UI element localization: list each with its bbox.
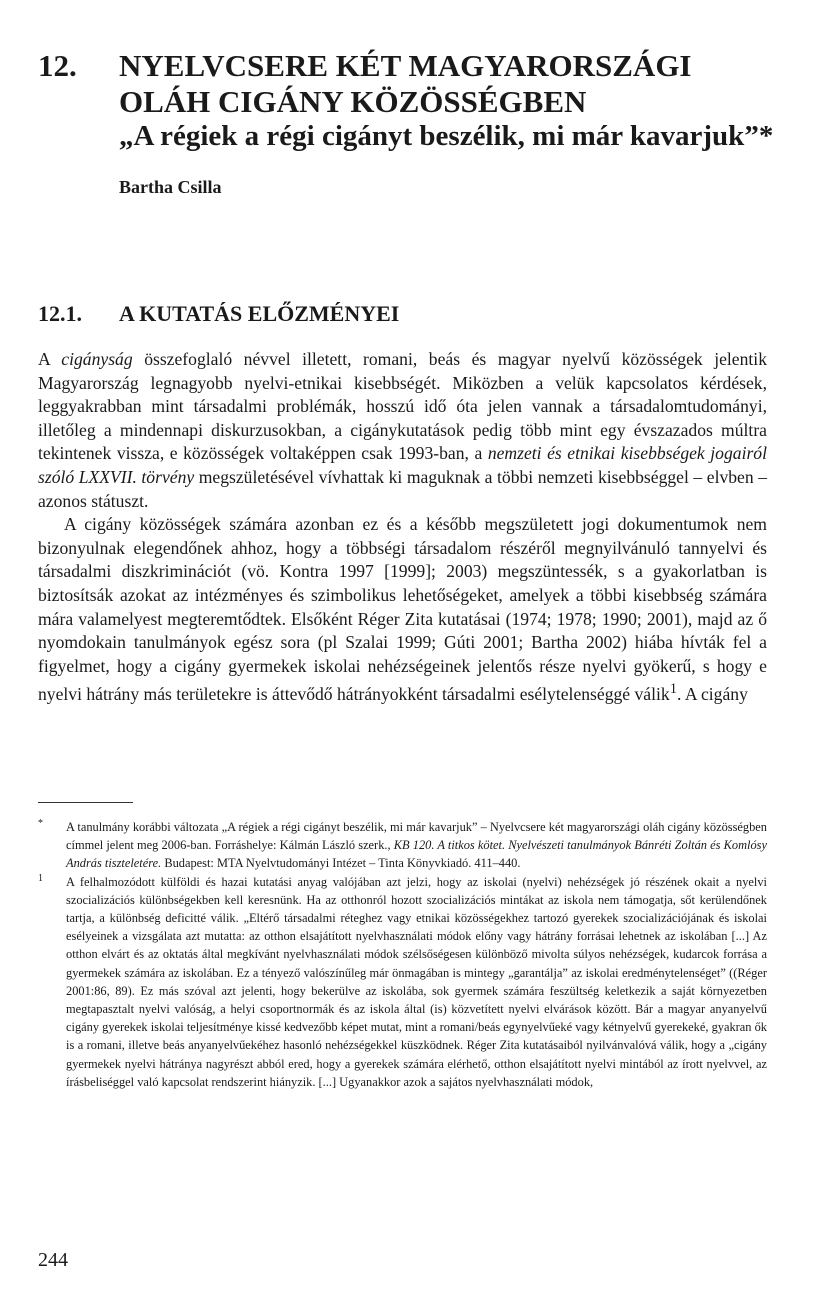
paragraph-2	[38, 513, 767, 707]
page-number: 244	[38, 1249, 68, 1271]
paragraph-1	[38, 348, 767, 513]
section-title: A KUTATÁS ELŐZMÉNYEI	[119, 301, 400, 326]
paragraph-1-middle: összefoglaló névvel illetett, romani, beás és magyar nyelvű közösségek jelentik Magyarország legnagyobb nyelvi-etnikai kisebbségét. Miközben a velük kapcsolatos kérdések, leggyakrabban mint társadalmi problémák, hosszú idő óta jelen vannak a társadalomtudományi, illetőleg a mindennapi diskurzusokban, a cigánykutatások pedig több mint egy évszazados múltra tekintenek vissza, e közösségek voltaképpen csak 1993-ban, a	[38, 349, 767, 464]
term-ciganysag: cigányság	[61, 349, 133, 369]
body-text	[38, 348, 767, 707]
author-name: Bartha Csilla	[119, 177, 222, 197]
law-title: nemzeti és etnikai kisebbségek jogairól szóló LXXVII. törvény	[38, 443, 767, 487]
footnote-star-text-a: A tanulmány korábbi változata „A régiek a régi cigányt beszélik, mi már kavarjuk” – Nyelvcsere két magyarországi oláh cigány közösségben címmel jelent meg 2006-ban. Forráshelye: Kálmán László szerk.,	[66, 820, 767, 853]
footnote-star-italic: KB 120. A titkos kötet. Nyelvészeti tanulmányok Bánréti Zoltán és Komlósy András tiszteletére.	[66, 838, 767, 871]
chapter-subtitle: „A régiek a régi cigányt beszélik, mi már kavarjuk”*	[119, 120, 774, 152]
footnote-1	[38, 873, 767, 1091]
footnote-ref-1: 1	[669, 681, 678, 698]
footnote-star-text-b: Budapest: MTA Nyelvtudományi Intézet – Tinta Könyvkiadó. 411–440.	[161, 856, 521, 871]
paragraph-2-end: . A cigány	[677, 684, 748, 705]
chapter-number: 12.	[38, 48, 77, 83]
footnote-divider	[38, 802, 133, 803]
chapter-title-line-1: NYELVCSERE KÉT MAGYARORSZÁGI	[119, 48, 692, 83]
footnote-star-mark: *	[38, 818, 43, 829]
chapter-title-line-2: OLÁH CIGÁNY KÖZÖSSÉGBEN	[119, 84, 587, 119]
footnote-1-mark: 1	[38, 872, 43, 884]
section-number: 12.1.	[38, 301, 82, 326]
paragraph-1-start: A	[38, 349, 62, 369]
paragraph-1-end: megszületésével vívhattak ki maguknak a többi nemzeti kisebbséggel – elvben – azonos státuszt.	[38, 466, 767, 511]
chapter-title	[119, 48, 692, 120]
footnote-1-text: A felhalmozódott külföldi és hazai kutatási anyag valójában azt jelzi, hogy az iskolai (nyelvi) nehézségek jó részének okait a nyelvi szocializációs különbségekben kell keresnünk. Ha az otthonról hozott szocializációs mintákat az iskola nem támogatja, sőt kerülendőnek tartja, a különbség deficitté válik. „Eltérő társadalmi réteghez vagy etnikai közösségekhez tartozó gyerekek szocializációjának és iskolai esélyeinek a vizsgálata azt mutatta: az otthon elsajátított nyelvhasználati módok előny vagy hátrány forrásai lehetnek az iskolában [...] Az otthon elvárt és az oktatás által megkívánt nyelvhasználati módok szélsőségesen különböző mivolta súlyos nehézségek, kudarcok forrása a gyermekek számára az iskolában. Ez a tényező valószínűleg már önmagában is mintegy „garantálja” az iskolai eredménytelenséget” ((Réger 2001:86, 89). Ez más szóval azt jelenti, hogy bekerülve az iskolába, sok gyermek számára feszültség keletkezik a saját környezetben megtapasztalt nyelvi valóság, a helyi csoportnormák és az iskola által (is) közvetített nyelvi elvárások között. Bár a magyar anyanyelvű cigány gyerekek iskolai teljesítménye kissé kedvezőbb képet mutat, mint a romani/beás egynyelvűeké vagy kétnyelvű gyerekeké, gyakran ők is a romani, illetve beás anyanyelvűekéhez hasonló nehézségekkel küszködnek. Réger Zita kutatásaiból nyilvánvalóvá válik, hogy a „cigány gyermekek nyelvi hátránya nagyrészt abból ered, hogy a gyerekek számára elérhető, otthon elsajátított nyelvi mintából az írott nyelvvel, az írásbeliséggel való kapcsolat rendszerint hiányzik. [...] Ugyanakkor azok a sajátos nyelvhasználati módok,	[66, 874, 767, 1089]
footnotes	[38, 818, 767, 1091]
footnote-star	[38, 818, 767, 873]
paragraph-2-start: A cigány közösségek számára azonban ez és a később megszületett jogi dokumentumok nem bizonyulnak elegendőnek ahhoz, hogy a többségi társadalom részéről megnyilvánuló tannyelvi és társadalmi diszkriminációt (vö. Kontra 1997 [1999]; 2003) megszüntessék, s a gyakorlatban is biztosítsák azokat az intézményes és szimbolikus lehetőségeket, amelyek a többi kisebbség számára mára valamelyest megteremtődtek. Elsőként Réger Zita kutatásai (1974; 1978; 1990; 2001), majd az ő nyomdokain tanulmányok egész sora (pl Szalai 1999; Gúti 2001; Bartha 2002) hiába hívták fel a figyelmet, hogy a cigány gyermekek iskolai nehézségeinek jelentős része nyelvi gyökerű, s hogy e nyelvi hátrány más területekre is áttevődő hátrányokként társadalmi esélytelenséggé válik	[38, 514, 767, 705]
